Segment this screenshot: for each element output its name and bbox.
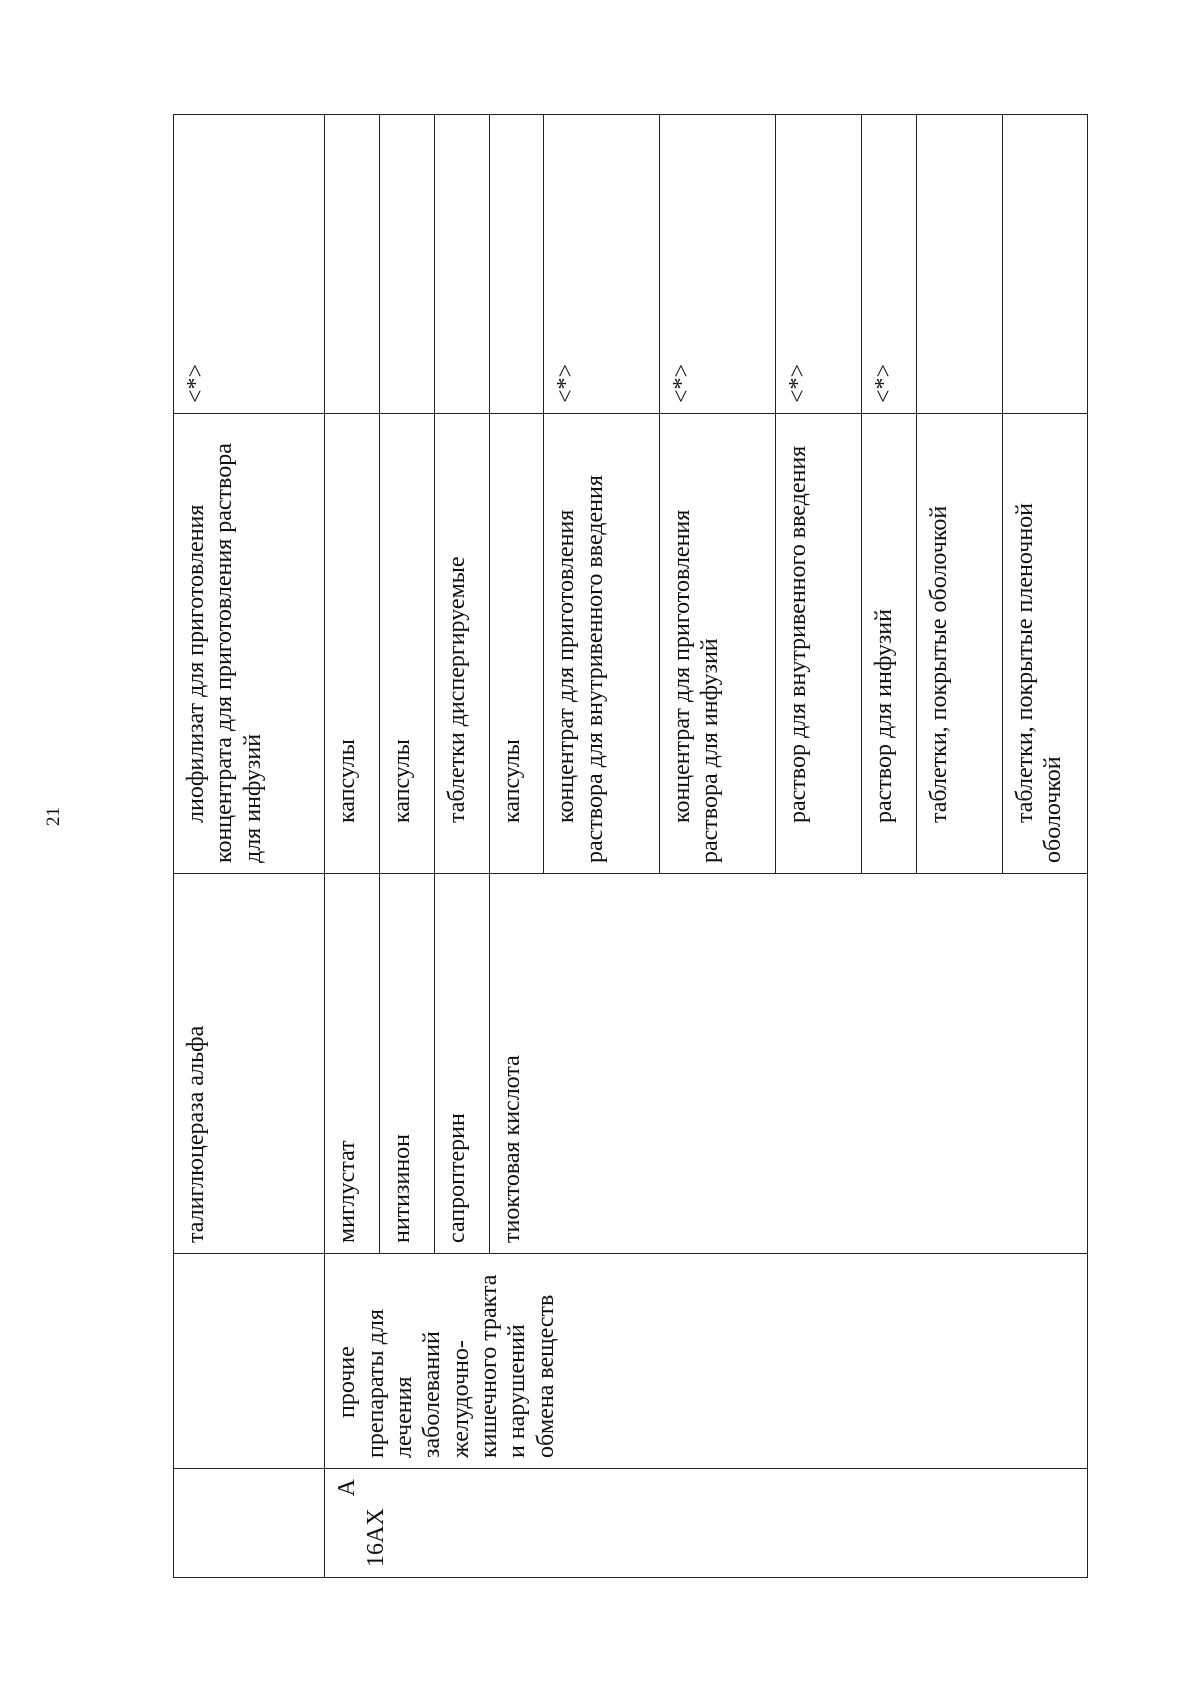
atc-code-cell bbox=[325, 1469, 1088, 1578]
drug-name-cell bbox=[489, 874, 1087, 1254]
dosage-form: таблетки, покрытые оболочкой bbox=[925, 505, 952, 823]
note-mark: <*> bbox=[668, 363, 695, 403]
dosage-form-cell bbox=[861, 414, 916, 874]
dosage-form-cell bbox=[775, 414, 861, 874]
note-cell bbox=[325, 115, 380, 414]
group-title-rest: препараты для лечения заболеваний желудочно-кишечного тракта и нарушений обмена веществ bbox=[362, 1274, 559, 1458]
dosage-form: капсулы bbox=[334, 739, 361, 823]
drug-name-cell bbox=[174, 874, 325, 1254]
atc-code: 16АХ bbox=[362, 1508, 389, 1567]
drug-name: миглустат bbox=[334, 1140, 361, 1243]
dosage-form: капсулы bbox=[389, 739, 416, 823]
dosage-form: раствор для внутривенного введения bbox=[784, 445, 811, 823]
dosage-form-cell bbox=[380, 414, 435, 874]
drug-name-cell bbox=[434, 874, 489, 1254]
note-cell bbox=[1002, 115, 1087, 414]
note-cell bbox=[775, 115, 861, 414]
note-cell bbox=[434, 115, 489, 414]
empty-group-cell bbox=[174, 1254, 325, 1469]
dosage-form-cell bbox=[325, 414, 380, 874]
note-mark: <*> bbox=[784, 363, 811, 403]
dosage-form: капсулы bbox=[498, 739, 525, 823]
dosage-form: лиофилизат для приготовления концентрата для приготовления раствора для инфузий bbox=[183, 443, 266, 863]
dosage-form: концентрат для приготовления раствора для инфузий bbox=[668, 509, 724, 863]
note-cell bbox=[916, 115, 1002, 414]
dosage-form-cell bbox=[659, 414, 775, 874]
dosage-form-cell bbox=[489, 414, 544, 874]
dosage-form-cell bbox=[916, 414, 1002, 874]
drug-table-container bbox=[173, 114, 1088, 1578]
dosage-form-cell bbox=[174, 414, 325, 874]
dosage-form-cell bbox=[434, 414, 489, 874]
dosage-form: концентрат для приготовления раствора для внутривенного введения bbox=[553, 475, 608, 863]
note-cell bbox=[380, 115, 435, 414]
drug-name: талиглюцераза альфа bbox=[183, 1025, 209, 1243]
note-mark: <*> bbox=[183, 363, 209, 403]
drug-table bbox=[173, 114, 1088, 1578]
empty-code-cell bbox=[174, 1469, 325, 1578]
note-mark: <*> bbox=[870, 363, 897, 403]
table-row bbox=[174, 115, 325, 1578]
dosage-form: таблетки диспергируемые bbox=[443, 556, 470, 823]
drug-name: сапроптерин bbox=[443, 1113, 470, 1243]
note-cell bbox=[861, 115, 916, 414]
page-number: 21 bbox=[43, 807, 64, 826]
table-row bbox=[325, 115, 380, 1578]
note-cell bbox=[544, 115, 660, 414]
note-cell bbox=[174, 115, 325, 414]
dosage-form-cell bbox=[544, 414, 660, 874]
drug-name-cell bbox=[380, 874, 435, 1254]
atc-code-prefix: А bbox=[334, 1479, 361, 1497]
dosage-form: раствор для инфузий bbox=[870, 609, 897, 823]
group-cell bbox=[325, 1254, 1088, 1469]
drug-name-cell bbox=[325, 874, 380, 1254]
drug-name: нитизинон bbox=[389, 1133, 416, 1243]
group-title-start: прочие bbox=[334, 1346, 361, 1418]
note-cell bbox=[489, 115, 544, 414]
dosage-form: таблетки, покрытые пленочной оболочкой bbox=[1011, 502, 1067, 863]
drug-name: тиоктовая кислота bbox=[498, 1055, 525, 1243]
dosage-form-cell bbox=[1002, 414, 1087, 874]
note-mark: <*> bbox=[553, 363, 580, 403]
note-cell bbox=[659, 115, 775, 414]
